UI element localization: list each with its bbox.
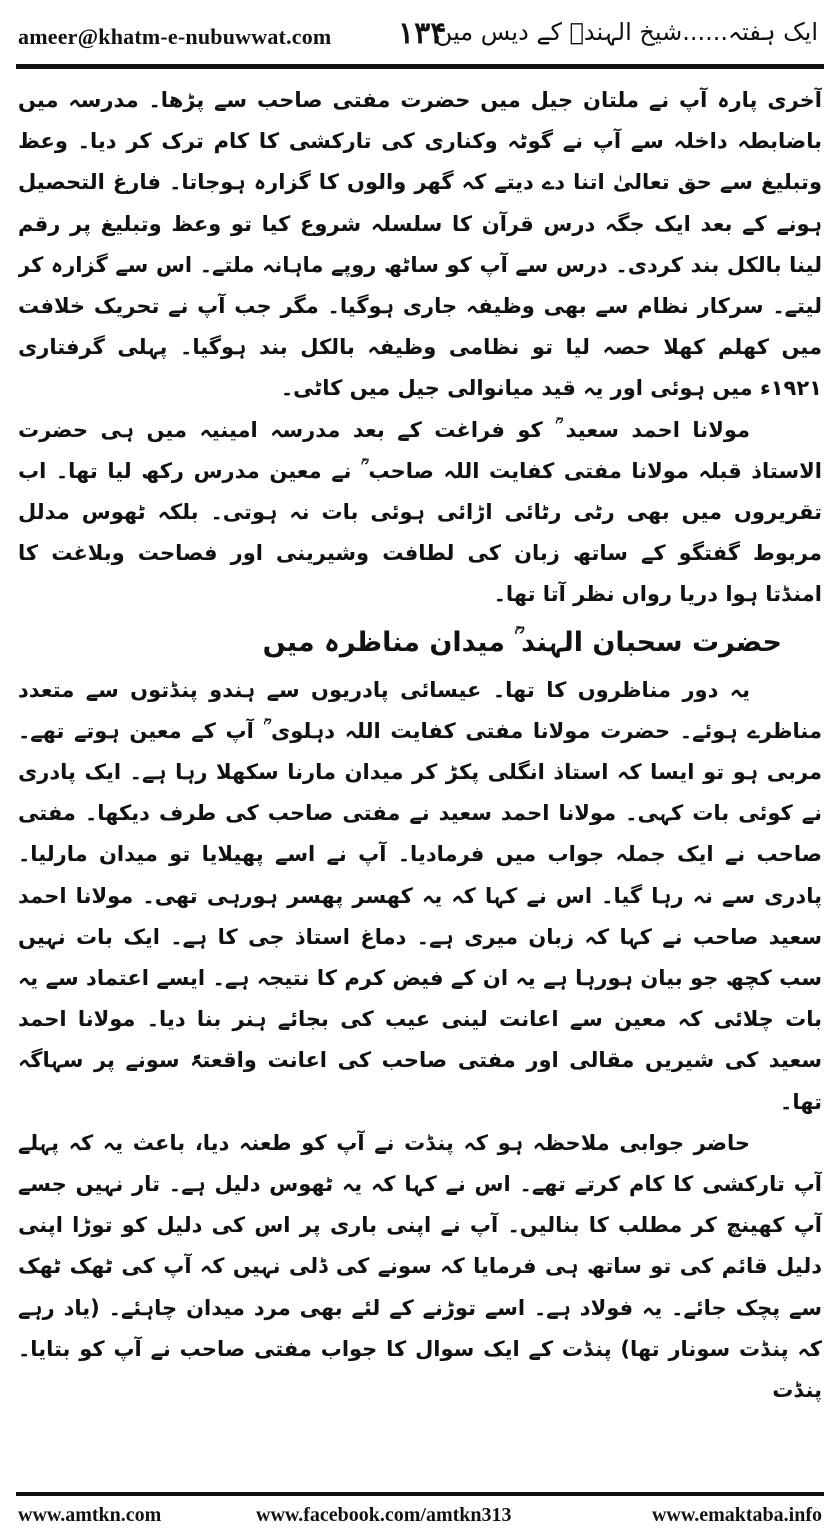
page-footer (18, 1504, 822, 1534)
header-email[interactable]: ameer@khatm-e-nubuwwat.com (18, 24, 332, 49)
footer-link-emaktaba[interactable]: www.emaktaba.info (651, 1504, 822, 1526)
footer-link-facebook[interactable]: www.facebook.com/amtkn313 (256, 1504, 512, 1526)
paragraph-3: یہ دور مناظروں کا تھا۔ عیسائی پادریوں سے ہندو پنڈتوں سے متعدد مناظرے ہوئے۔ حضرت مولانا مفتی کفایت اللہ دہلوی ؒ آپ کے معین ہوتے تھے۔ مربی ہو تو ایسا کہ استاذ انگلی پکڑ کر میدان مارنا سکھلا رہا ہے۔ ایک پادری نے کوئی بات کہی۔ مولانا احمد سعید نے مفتی صاحب کی طرف دیکھا۔ مفتی صاحب نے ایک جملہ جواب میں فرمادیا۔ آپ نے اسے پھیلایا تو میدان مارلیا۔ پادری سے نہ رہا گیا۔ اس نے کہا کہ یہ کھسر پھسر ہورہی تھی۔ مولانا احمد سعید صاحب نے کہا کہ زبان میری ہے۔ دماغ استاذ جی کا ہے۔ ایک بات نہیں سب کچھ جو بیان ہورہا ہے یہ ان کے فیض کرم کا نتیجہ ہے۔ ایسے اعتماد سے یہ بات چلائی کہ معین سے اعانت لینی عیب کی بجائے ہنر بنا دیا۔ مولانا احمد سعید کی شیریں مقالی اور مفتی صاحب کی اعانت واقعتہً سونے پر سہاگہ تھا۔ (18, 677, 822, 1114)
footer-link-amtkn[interactable]: www.amtkn.com (18, 1504, 162, 1526)
paragraph-4: حاضر جوابی ملاحظہ ہو کہ پنڈت نے آپ کو طعنہ دیا، باعث یہ کہ پہلے آپ تارکشی کا کام کرتے تھے۔ اس نے کہا کہ یہ ٹھوس دلیل ہے۔ تار نہیں جسے آپ کھینچ کر مطلب کا بنالیں۔ آپ نے اپنی باری پر اس کی دلیل کو توڑا اپنی دلیل قائم کی تو ساتھ ہی فرمایا کہ سونے کی ڈلی نہیں کہ آپ کی ٹھک ٹھک سے پچک جائے۔ یہ فولاد ہے۔ اسے توڑنے کے لئے بھی مرد میدان چاہئے۔ (یاد رہے کہ پنڈت سونار تھا) پنڈت کے ایک سوال کا جواب مفتی صاحب نے آپ کو بتایا۔ پنڈت (18, 1130, 822, 1403)
paragraph-2: مولانا احمد سعید ؒ کو فراغت کے بعد مدرسہ امینیہ میں ہی حضرت الاستاذ قبلہ مولانا مفتی کفایت اللہ صاحب ؒ نے معین مدرس رکھ لیا تھا۔ اب تقریروں میں بھی رٹی رٹائی اڑائی ہوئی بات نہ ہوتی۔ بلکہ ٹھوس مدلل مربوط گفتگو کے ساتھ زبان کی لطافت وشیرینی اور فصاحت وبلاغت کا امنڈتا ہوا دریا رواں نظر آتا تھا۔ (18, 417, 822, 607)
page-header (18, 14, 822, 54)
page-body (18, 80, 822, 1470)
footer-divider (16, 1492, 824, 1496)
header-divider (16, 64, 824, 69)
section-heading: حضرت سحبان الہند ؒ میدان مناظرہ میں (262, 626, 782, 658)
paragraph-1: آخری پارہ آپ نے ملتان جیل میں حضرت مفتی صاحب سے پڑھا۔ مدرسہ میں باضابطہ داخلہ سے آپ نے گوٹہ وکناری کی تارکشی کا کام ترک کر دیا۔ وعظ وتبلیغ سے حق تعالیٰ اتنا دے دیتے کہ گھر والوں کا گزارہ ہوجاتا۔ فارغ التحصیل ہونے کے بعد ایک جگہ درس قرآن کا سلسلہ شروع کیا تو وعظ وتبلیغ پر رقم لینا بالکل بند کردی۔ درس سے آپ کو ساٹھ روپے ماہانہ ملتے۔ اس سے گزارہ کر لیتے۔ سرکار نظام سے بھی وظیفہ جاری ہوگیا۔ مگر جب آپ نے تحریک خلافت میں کھلم کھلا حصہ لیا تو نظامی وظیفہ بالکل بند ہوگیا۔ پہلی گرفتاری ۱۹۲۱ء میں ہوئی اور یہ قید میانوالی جیل میں کاٹی۔ (18, 88, 822, 401)
page-number: ۱۳۴ (398, 16, 447, 51)
running-title: ایک ہفتہ......شیخ الہندؒ کے دیس میں (434, 18, 818, 46)
